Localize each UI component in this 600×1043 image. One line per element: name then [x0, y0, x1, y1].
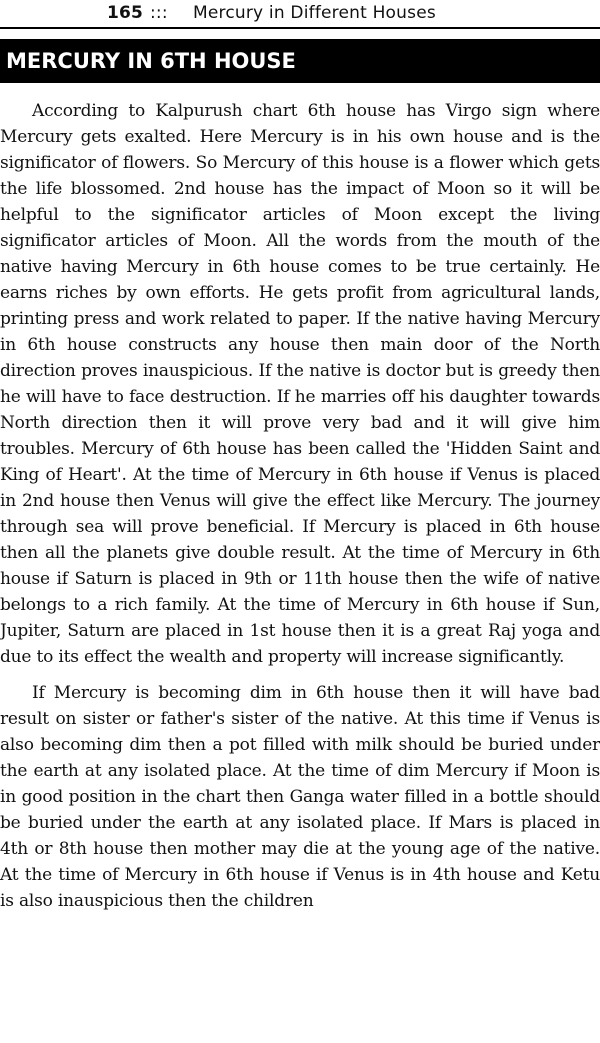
paragraph-2: If Mercury is becoming dim in 6th house then it will have bad result on sister or father's sister of the native. At this time if Venus is also becoming dim then a pot filled with milk should be buried under the earth at any isolated place. At the time of dim Mercury if Moon is in good position in the chart then Ganga water filled in a bottle should be buried under the earth at any isolated place. If Mars is placed in 4th or 8th house then mother may die at the young age of the native. At the time of Mercury in 6th house if Venus is in 4th house and Ketu is also inauspicious then the children: [0, 683, 600, 911]
header-separator: :::: [150, 3, 168, 23]
body-text: [0, 98, 600, 914]
running-header: [0, 0, 600, 26]
page-number: 165: [107, 3, 144, 23]
section-heading: MERCURY IN 6TH HOUSE: [0, 39, 600, 83]
running-title: Mercury in Different Houses: [193, 3, 436, 23]
header-rule: [0, 27, 600, 29]
paragraph-1: According to Kalpurush chart 6th house has Virgo sign where Mercury gets exalted. Here Mercury is in his own house and is the significator of flowers. So Mercury of this house is a flower which gets the life blossomed. 2nd house has the impact of Moon so it will be helpful to the significator articles of Moon except the living significator articles of Moon. All the words from the mouth of the native having Mercury in 6th house comes to be true certainly. He earns riches by own efforts. He gets profit from agricultural lands, printing press and work related to paper. If the native having Mercury in 6th house constructs any house then main door of the North direction proves inauspicious. If the native is doctor but is greedy then he will have to face destruction. If he marries off his daughter towards North direction then it will prove very bad and it will give him troubles. Mercury of 6th house has been called the 'Hidden Saint and King of Heart'. At the time of Mercury in 6th house if Venus is placed in 2nd house then Venus will give the effect like Mercury. The journey through sea will prove beneficial. If Mercury is placed in 6th house then all the planets give double result. At the time of Mercury in 6th house if Saturn is placed in 9th or 11th house then the wife of native belongs to a rich family. At the time of Mercury in 6th house if Sun, Jupiter, Saturn are placed in 1st house then it is a great Raj yoga and due to its effect the wealth and property will increase significantly.: [0, 101, 600, 667]
